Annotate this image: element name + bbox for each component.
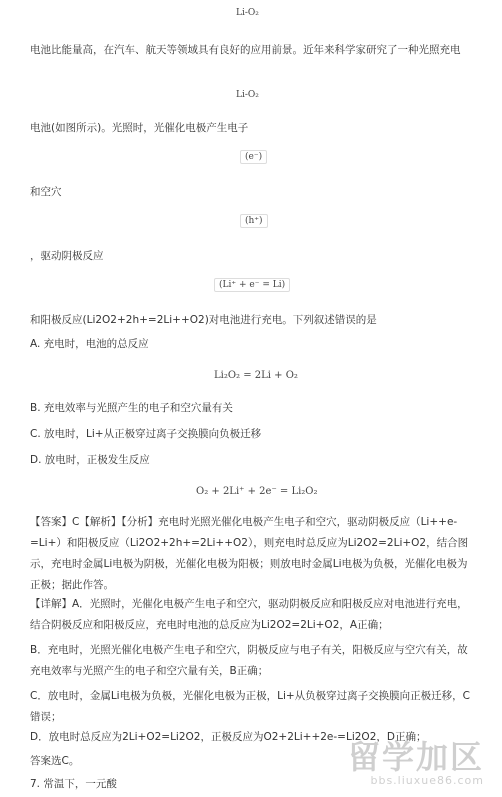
formula-li-o2: Li-O₂ [236,90,259,100]
detail-d: D．放电时总反应为2Li+O2=Li2O2，正极反应为O2+2Li++2e-=Li2O2，D正确； [30,731,427,743]
paragraph-anode: 和阳极反应(Li2O2+2h+=2Li++O2)对电池进行充电。下列叙述错误的是 [30,314,377,326]
question-7: 7. 常温下，一元酸 [30,778,117,790]
formula-li-o2-title: Li-O₂ [236,8,259,18]
paragraph-intro: 电池比能量高，在汽车、航天等领域具有良好的应用前景。近年来科学家研究了一种光照充电 [30,44,461,56]
watermark-logo [348,740,484,787]
formula-total-reaction: Li₂O₂ = 2Li + O₂ [214,370,298,381]
paragraph-cathode-label: ，驱动阴极反应 [30,250,104,262]
option-c: C. 放电时，Li+从正极穿过离子交换膜向负极迁移 [30,428,262,440]
formula-cathode-reaction: (Li⁺ + e⁻ = Li) [214,278,290,292]
option-d: D. 放电时，正极发生反应 [30,454,150,466]
option-a: A. 充电时，电池的总反应 [30,338,149,350]
detail-c: C．放电时，金属Li电极为负极，光催化电极为正极，Li+从负极穿过离子交换膜向正极迁移，C错误； [30,690,470,723]
watermark-url: bbs.liuxue86.com [370,774,484,787]
paragraph-battery: 电池(如图所示)。光照时，光催化电极产生电子 [30,122,249,134]
formula-discharge-reaction: O₂ + 2Li⁺ + 2e⁻ = Li₂O₂ [196,486,318,497]
detail-b: B．充电时，光照光催化电极产生电子和空穴，阴极反应与电子有关，阳极反应与空穴有关，故充电效率与光照产生的电子和空穴量有关，B正确； [30,644,468,677]
answer-analysis: 【答案】C【解析】【分析】充电时光照光催化电极产生电子和空穴，驱动阴极反应（Li++e-=Li+）和阳极反应（Li2O2+2h+=2Li++O2），则充电时总反应为Li2O2=2Li+O2，结合图示，充电时金属Li电极为阴极，光催化电极为阳极；则放电时金属Li电极为负极，光催化电极为正极；据此作答。 [30,516,469,591]
detail-a: 【详解】A．光照时，光催化电极产生电子和空穴，驱动阴极反应和阳极反应对电池进行充电，结合阴极反应和阳极反应，充电时电池的总反应为Li2O2=2Li+O2，A正确； [30,598,468,631]
conclusion: 答案选C。 [30,755,80,767]
formula-hole: (h⁺) [240,214,268,228]
option-b: B. 充电效率与光照产生的电子和空穴量有关 [30,402,233,414]
watermark-brand: 留学加区 [347,738,484,776]
paragraph-hole-label: 和空穴 [30,186,62,198]
formula-electron: (e⁻) [240,150,267,164]
